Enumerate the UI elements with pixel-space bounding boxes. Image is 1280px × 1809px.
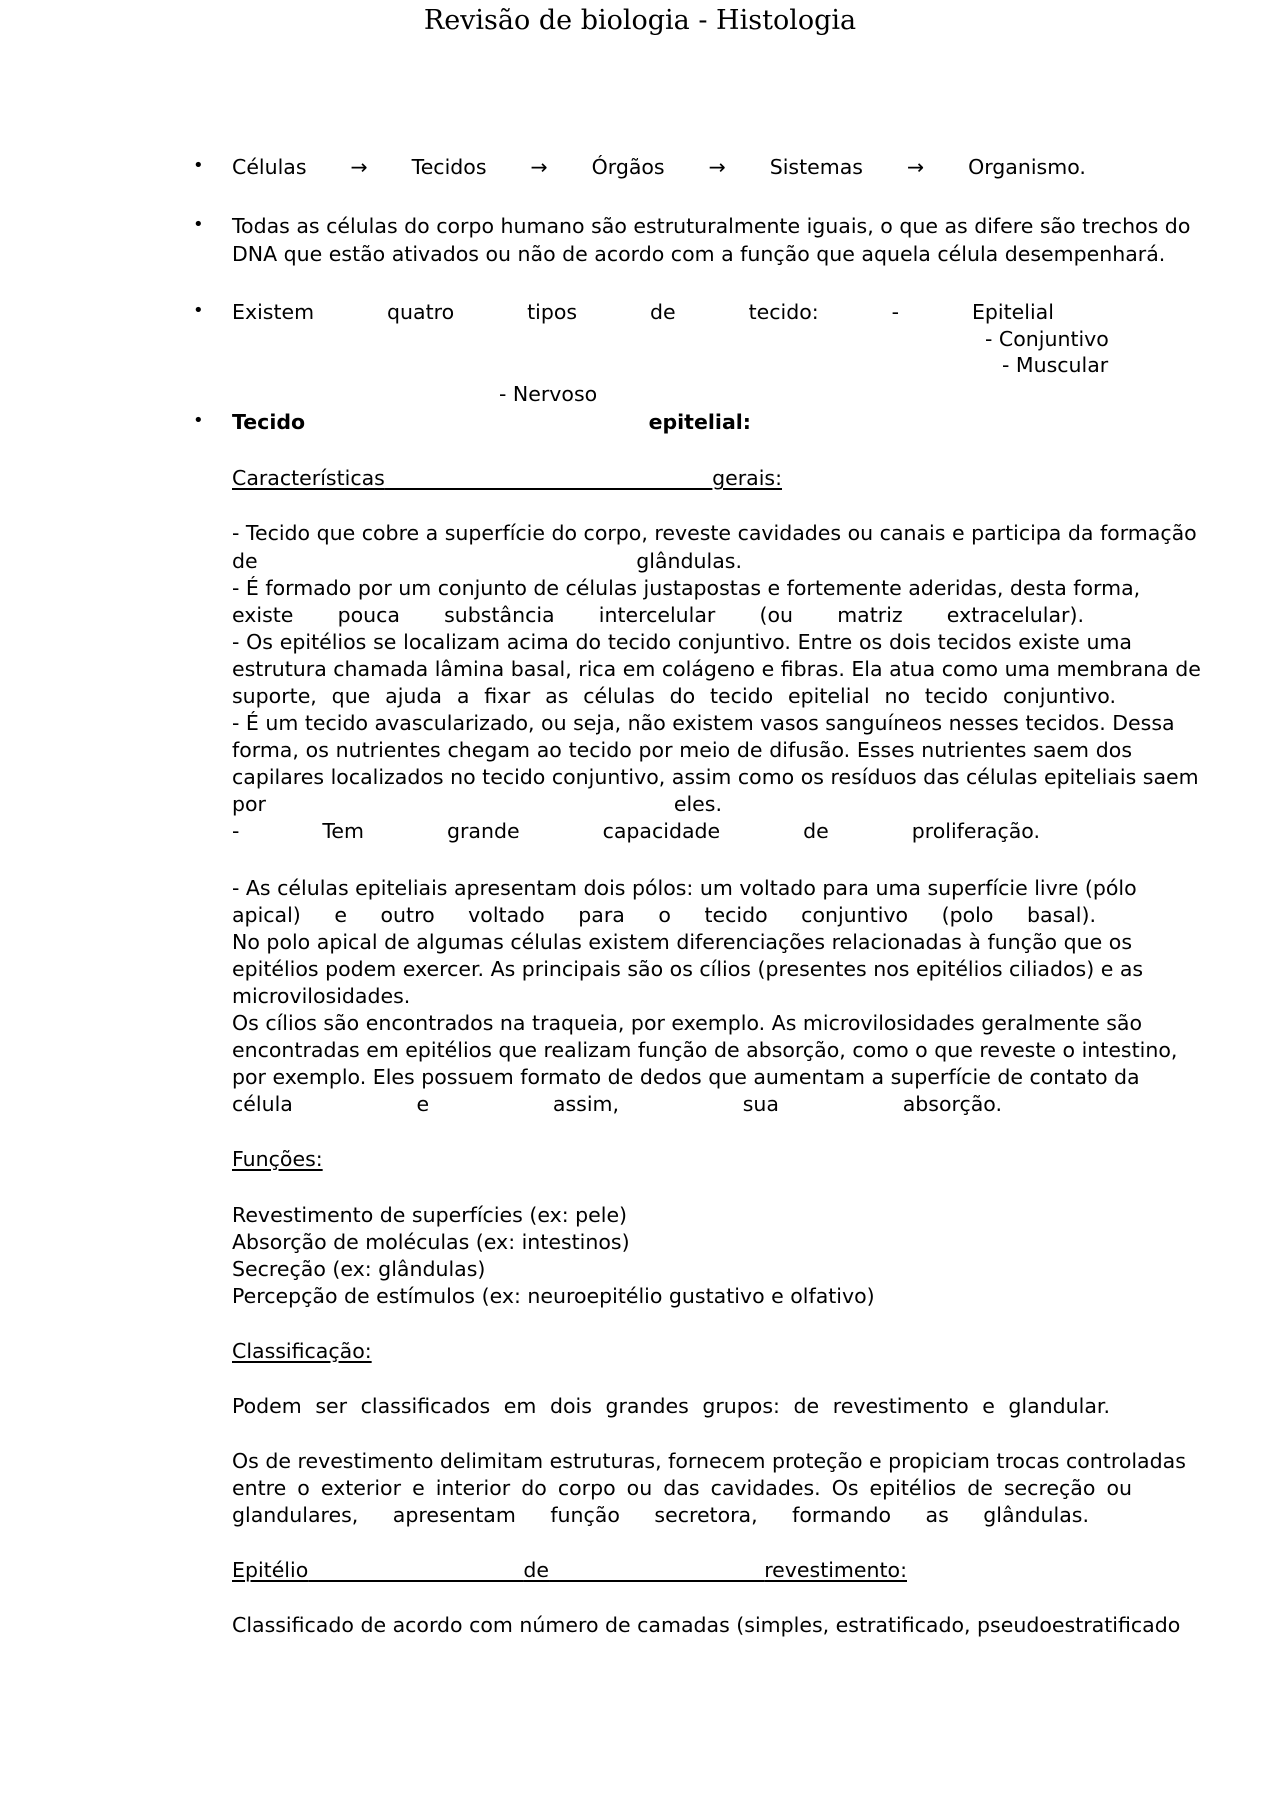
function-item: Revestimento de superfícies (ex: pele) [232,1203,628,1227]
paragraph-line: suporte, que ajuda a fixar as células do tecido epitelial no tecido conjuntivo. [232,684,1116,708]
paragraph-line: por eles. [232,792,722,816]
bullet-icon: • [193,300,204,321]
paragraph-line: capilares localizados no tecido conjuntivo, assim como os resíduos das células epiteliais saem [232,765,1199,789]
subheading-epitelio-revestimento: Epitélio de revestimento: [232,1558,907,1582]
bullet-icon: • [193,410,204,431]
hierarchy-cells: Células [232,155,307,179]
paragraph-line: estrutura chamada lâmina basal, rica em colágeno e fibras. Ela atua como uma membrana de [232,657,1201,681]
hierarchy-organs: Órgãos [591,155,665,179]
paragraph-line: célula e assim, sua absorção. [232,1092,1002,1116]
paragraph-line: epitélios podem exercer. As principais são os cílios (presentes nos epitélios ciliados) e as [232,957,1144,981]
paragraph-line: - Os epitélios se localizam acima do tecido conjuntivo. Entre os dois tecidos existe uma [232,630,1132,654]
paragraph-line: apical) e outro voltado para o tecido conjuntivo (polo basal). [232,903,1096,927]
subheading-classificacao: Classificação: [232,1339,372,1363]
arrow-icon: → [530,155,548,179]
paragraph-line: - As células epiteliais apresentam dois pólos: um voltado para uma superfície livre (pólo [232,876,1137,900]
hierarchy-tissues: Tecidos [411,155,487,179]
paragraph-line: Os de revestimento delimitam estruturas, fornecem proteção e propiciam trocas controladas [232,1449,1186,1473]
paragraph-line: microvilosidades. [232,984,411,1008]
paragraph-line: DNA que estão ativados ou não de acordo com a função que aquela célula desempenhará. [232,242,1166,266]
bullet-icon: • [193,155,204,176]
document-title: Revisão de biologia - Histologia [423,5,857,36]
paragraph-line: existe pouca substância intercelular (ou matriz extracelular). [232,603,1084,627]
paragraph-line: Todas as células do corpo humano são estruturalmente iguais, o que as difere são trechos do [232,214,1191,238]
paragraph-line: - Tem grande capacidade de proliferação. [232,819,1040,843]
paragraph-line: encontradas em epitélios que realizam função de absorção, como o que reveste o intestino, [232,1038,1178,1062]
function-item: Percepção de estímulos (ex: neuroepitélio gustativo e olfativo) [232,1284,875,1308]
paragraph-line: - É um tecido avascularizado, ou seja, não existem vasos sanguíneos nesses tecidos. Dessa [232,711,1175,735]
paragraph-line: Podem ser classificados em dois grandes grupos: de revestimento e glandular. [232,1394,1110,1418]
paragraph-line: No polo apical de algumas células existem diferenciações relacionadas à função que os [232,930,1132,954]
paragraph-line: - Tecido que cobre a superfície do corpo, reveste cavidades ou canais e participa da formação [232,521,1197,545]
subheading-caracteristicas: Características gerais: [232,466,782,490]
function-item: Absorção de moléculas (ex: intestinos) [232,1230,630,1254]
paragraph-line: por exemplo. Eles possuem formato de dedos que aumentam a superfície de contato da [232,1065,1140,1089]
bullet-icon: • [193,214,204,235]
paragraph-line: de glândulas. [232,549,742,573]
paragraph-line: entre o exterior e interior do corpo ou das cavidades. Os epitélios de secreção ou [232,1476,1132,1500]
section-heading-tecido-epitelial: Tecido epitelial: [232,410,751,434]
paragraph-line: - É formado por um conjunto de células justapostas e fortemente aderidas, desta forma, [232,576,1141,600]
paragraph-line: Classificado de acordo com número de camadas (simples, estratificado, pseudoestratificado [232,1613,1181,1637]
hierarchy-line [232,154,1086,181]
tissue-type-nervoso: - Nervoso [499,382,598,406]
paragraph-line: Os cílios são encontrados na traqueia, por exemplo. As microvilosidades geralmente são [232,1011,1143,1035]
tissue-types-line: Existem quatro tipos de tecido: - Epitelial [232,300,1054,324]
hierarchy-systems: Sistemas [769,155,863,179]
paragraph-line: glandulares, apresentam função secretora, formando as glândulas. [232,1503,1089,1527]
paragraph-line: forma, os nutrientes chegam ao tecido por meio de difusão. Esses nutrientes saem dos [232,738,1132,762]
arrow-icon: → [906,155,925,179]
arrow-icon: → [708,155,726,179]
function-item: Secreção (ex: glândulas) [232,1257,486,1281]
subheading-funcoes: Funções: [232,1147,323,1171]
hierarchy-organism: Organismo. [968,155,1086,179]
arrow-icon: → [350,155,368,179]
tissue-type-conjuntivo: - Conjuntivo [985,327,1109,351]
tissue-type-muscular: - Muscular [1002,353,1109,377]
